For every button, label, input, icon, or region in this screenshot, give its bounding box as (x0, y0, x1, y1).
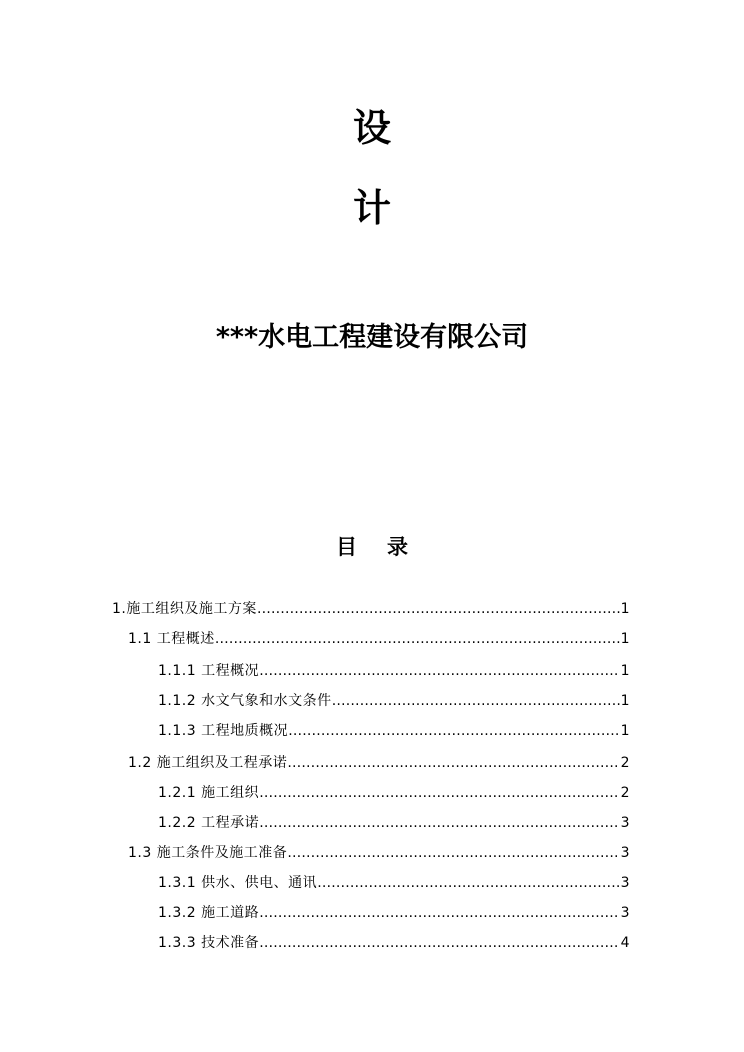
toc-leader (259, 812, 620, 834)
toc-leader (332, 690, 620, 712)
toc-leader (317, 872, 620, 894)
toc-page-number: 1 (620, 723, 630, 739)
toc-entry[interactable] (158, 720, 630, 742)
toc-leader (259, 782, 620, 804)
cover-title-char-2: 计 (352, 185, 391, 230)
toc-page-number: 3 (620, 875, 630, 891)
toc-entry-label: 1.3.3 技术准备 (158, 935, 260, 951)
toc-page-number: 1 (620, 601, 630, 617)
toc-leader (259, 902, 620, 924)
toc-entry[interactable] (128, 842, 630, 864)
toc-heading-char-2: 录 (387, 534, 408, 559)
toc-page-number: 4 (620, 935, 630, 951)
toc-entry-label: 1.3.1 供水、供电、通讯 (158, 875, 318, 891)
toc-page-number: 1 (620, 663, 630, 679)
toc-leader (259, 932, 620, 954)
toc-leader (288, 720, 620, 742)
toc-entry-label: 1.3.2 施工道路 (158, 905, 260, 921)
toc-entry[interactable] (158, 932, 630, 954)
toc-page-number: 3 (620, 815, 630, 831)
toc-entry-label: 1.2.2 工程承诺 (158, 815, 260, 831)
toc-page-number: 3 (620, 845, 630, 861)
toc-entry-label: 1.1.3 工程地质概况 (158, 723, 289, 739)
toc-entry-label: 1.3 施工条件及施工准备 (128, 845, 288, 861)
toc-leader (257, 598, 620, 620)
toc-entry-label: 1.1.1 工程概况 (158, 663, 260, 679)
toc-heading-char-1: 目 (336, 534, 357, 559)
toc-entry[interactable] (158, 872, 630, 894)
toc-entry[interactable] (158, 782, 630, 804)
toc-entry-label: 1.1.2 水文气象和水文条件 (158, 693, 332, 709)
toc-heading (0, 532, 744, 562)
toc-page-number: 3 (620, 905, 630, 921)
toc-page-number: 1 (620, 631, 630, 647)
toc-entry-label: 1.1 工程概述 (128, 631, 215, 647)
cover-title-char-1: 设 (352, 105, 391, 150)
toc-page-number: 1 (620, 693, 630, 709)
toc-page-number: 2 (620, 785, 630, 801)
toc-leader (259, 660, 620, 682)
toc-leader (287, 752, 619, 774)
toc-entry-label: 1.2 施工组织及工程承诺 (128, 755, 288, 771)
toc-leader (215, 628, 620, 650)
toc-entry[interactable] (158, 812, 630, 834)
toc-page-number: 2 (620, 755, 630, 771)
toc-entry[interactable] (128, 752, 630, 774)
toc-entry-label: 1.施工组织及施工方案 (112, 601, 257, 617)
toc-entry-label: 1.2.1 施工组织 (158, 785, 260, 801)
toc-entry[interactable] (128, 628, 630, 650)
toc-leader (287, 842, 619, 864)
toc-entry[interactable] (158, 690, 630, 712)
toc-entry[interactable] (158, 902, 630, 924)
toc-entry[interactable] (158, 660, 630, 682)
company-name: ***水电工程建设有限公司 (215, 322, 529, 353)
toc-entry[interactable] (112, 598, 630, 620)
